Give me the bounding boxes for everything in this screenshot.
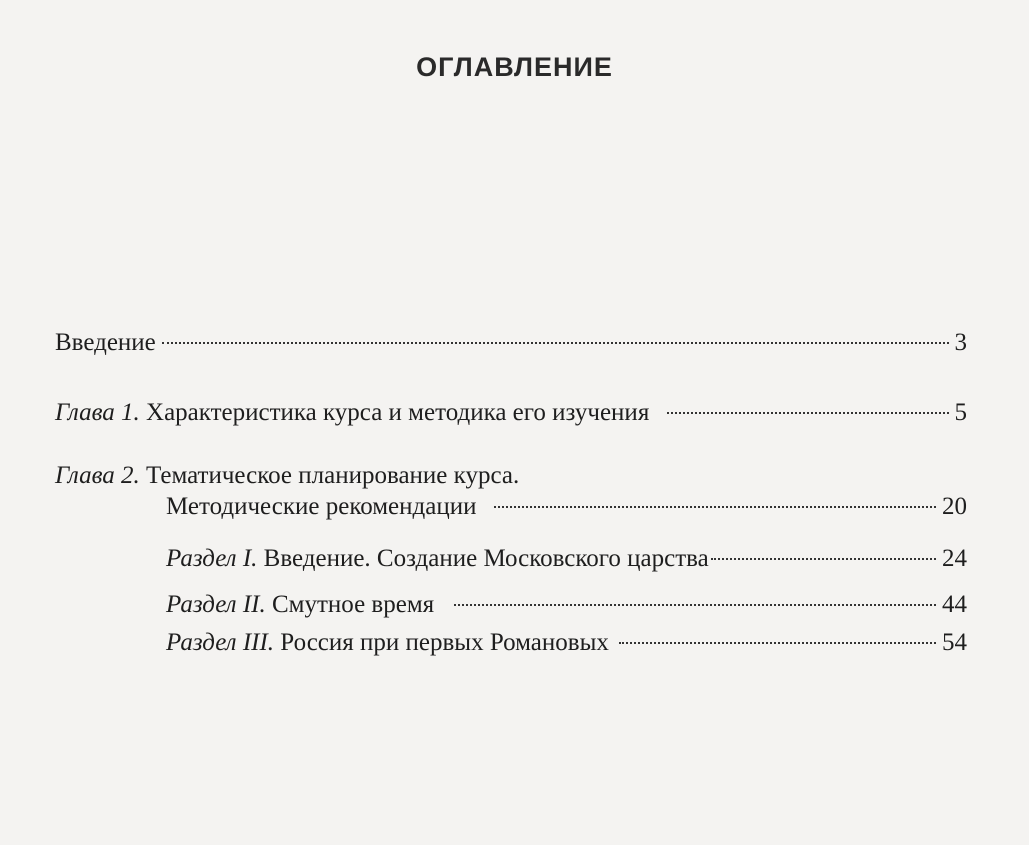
toc-entry-label: Введение (55, 329, 156, 356)
toc-page-number: 3 (954, 329, 967, 356)
toc-entry-chapter-1 (55, 398, 967, 428)
chapter-title-continued: Методические рекомендации (166, 493, 477, 520)
toc-page-number: 20 (942, 493, 967, 520)
dot-leader (619, 642, 936, 644)
toc-page-number: 24 (942, 545, 967, 572)
toc-page-number: 54 (942, 629, 967, 656)
section-prefix: Раздел I. (166, 545, 258, 572)
dot-leader (162, 342, 949, 344)
section-prefix: Раздел III. (166, 629, 275, 656)
chapter-prefix: Глава 2. (55, 462, 140, 489)
dot-leader (711, 558, 936, 560)
chapter-prefix: Глава 1. (55, 399, 140, 426)
toc-entry-intro (55, 328, 967, 358)
toc-entry-label (166, 628, 609, 658)
toc-entry-section-1 (166, 544, 967, 574)
toc-page-number: 44 (942, 591, 967, 618)
toc-entry-section-2 (166, 590, 967, 620)
dot-leader (667, 412, 948, 414)
toc-page-number: 5 (954, 399, 967, 426)
chapter-title: Характеристика курса и методика его изучения (146, 399, 650, 426)
section-title: Введение. Создание Московского царства (263, 545, 709, 572)
toc-entry-chapter-2 (166, 492, 967, 522)
page-title: ОГЛАВЛЕНИЕ (416, 52, 613, 82)
section-title: Смутное время (271, 591, 435, 618)
toc-entry-chapter-2-line-1 (55, 461, 519, 491)
toc-entry-label (166, 544, 709, 574)
section-title: Россия при первых Романовых (280, 629, 609, 656)
toc-entry-section-3 (166, 628, 967, 658)
dot-leader (494, 506, 936, 508)
dot-leader (454, 604, 936, 606)
section-prefix: Раздел II. (166, 591, 266, 618)
toc-entry-label (166, 590, 434, 620)
chapter-title: Тематическое планирование курса. (146, 462, 520, 489)
toc-entry-label (55, 398, 649, 428)
